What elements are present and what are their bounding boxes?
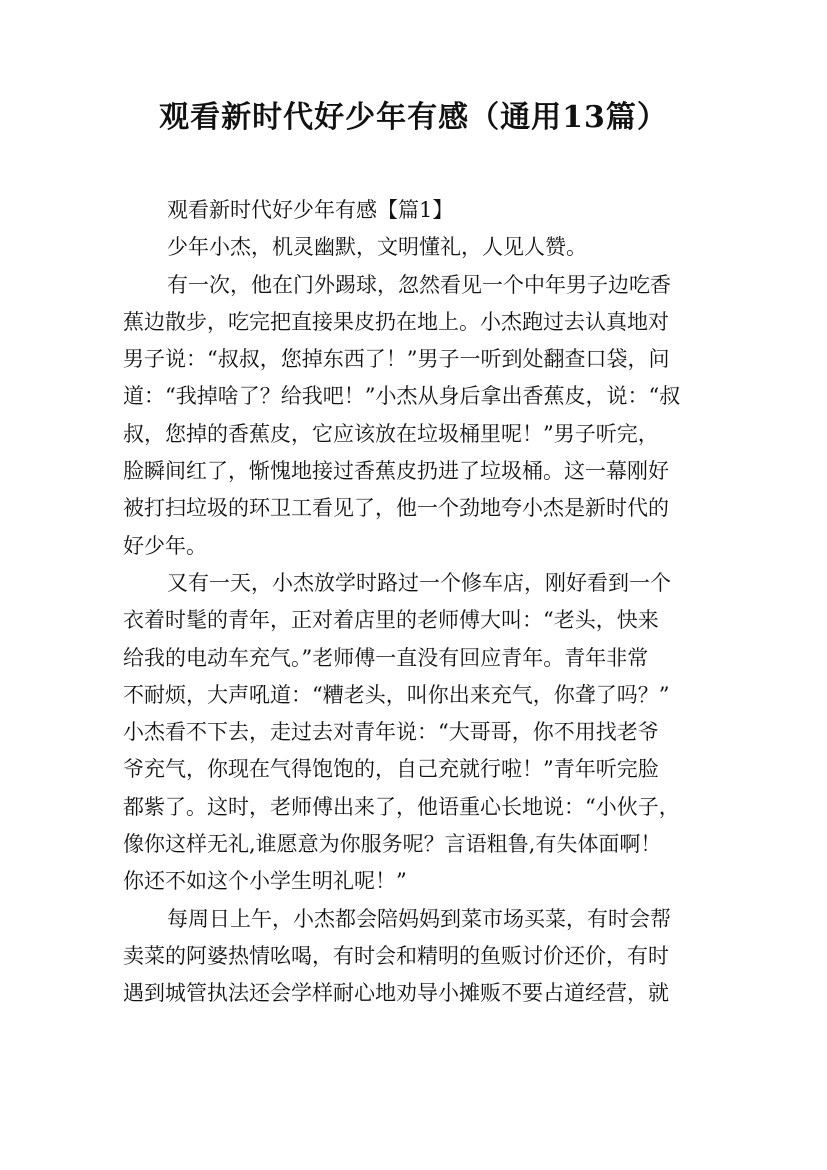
paragraph-line: 脸瞬间红了，惭愧地接过香蕉皮扔进了垃圾桶。这一幕刚好 bbox=[123, 459, 669, 484]
paragraph-line: 有一次，他在门外踢球，忽然看见一个中年男子边吃香 bbox=[167, 272, 671, 297]
paragraph-line: 卖菜的阿婆热情吆喝，有时会和精明的鱼贩讨价还价，有时 bbox=[123, 943, 669, 968]
paragraph-line: 给我的电动车充气。”老师傅一直没有回应青年。青年非常 bbox=[123, 645, 649, 670]
paragraph-line: 被打扫垃圾的环卫工看见了，他一个劲地夸小杰是新时代的 bbox=[123, 496, 669, 521]
paragraph-line: 又有一天，小杰放学时路过一个修车店，刚好看到一个 bbox=[167, 570, 671, 595]
paragraph-line: 每周日上午，小杰都会陪妈妈到菜市场买菜，有时会帮 bbox=[167, 906, 671, 931]
paragraph-line: 你还不如这个小学生明礼呢！” bbox=[123, 869, 407, 894]
paragraph-line: 少年小杰，机灵幽默，文明懂礼，人见人赞。 bbox=[167, 235, 587, 260]
paragraph-line: 蕉边散步，吃完把直接果皮扔在地上。小杰跑过去认真地对 bbox=[123, 309, 669, 334]
paragraph-line: 遇到城管执法还会学样耐心地劝导小摊贩不要占道经营，就 bbox=[123, 981, 669, 1006]
paragraph-line: 道：“我掉啥了？给我吧！”小杰从身后拿出香蕉皮，说：“叔 bbox=[123, 384, 681, 409]
paragraph-line: 叔，您掉的香蕉皮，它应该放在垃圾桶里呢！”男子听完， bbox=[123, 421, 659, 446]
document-body bbox=[0, 192, 827, 1013]
paragraph-line: 都紫了。这时，老师傅出来了，他语重心长地说：“小伙子， bbox=[123, 794, 680, 819]
paragraph-line: 像你这样无礼,谁愿意为你服务呢？言语粗鲁,有失体面啊！ bbox=[123, 832, 662, 857]
section-heading: 观看新时代好少年有感【篇1】 bbox=[167, 198, 454, 222]
paragraph-line: 好少年。 bbox=[123, 533, 207, 558]
paragraph-line: 小杰看不下去，走过去对青年说：“大哥哥，你不用找老爷 bbox=[123, 720, 659, 745]
paragraph-line: 爷充气，你现在气得饱饱的，自己充就行啦！”青年听完脸 bbox=[123, 757, 659, 782]
document-title: 观看新时代好少年有感（通用13篇） bbox=[159, 100, 668, 135]
paragraph-line: 男子说：“叔叔，您掉东西了！”男子一听到处翻查口袋，问 bbox=[123, 347, 670, 372]
paragraph-line: 衣着时髦的青年，正对着店里的老师傅大叫：“老头，快来 bbox=[123, 608, 659, 633]
paragraph-line: 不耐烦，大声吼道：“糟老头，叫你出来充气，你聋了吗？” bbox=[123, 682, 670, 707]
